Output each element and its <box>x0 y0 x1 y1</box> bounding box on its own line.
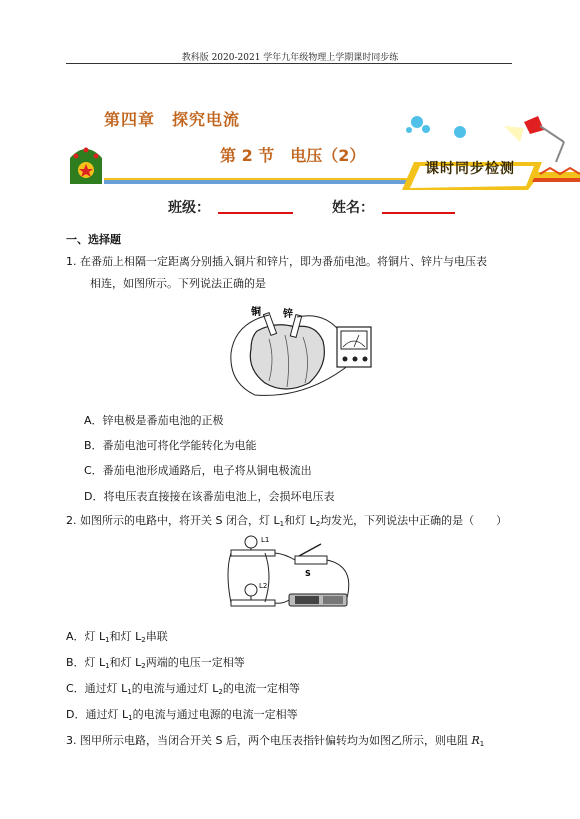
q1-line2: 相连，如图所示。下列说法正确的是 <box>90 277 266 290</box>
q2-option-a[interactable]: A．灯 $L_1$和灯 $L_2$串联 <box>66 630 168 644</box>
q3-number: 3. <box>66 734 77 747</box>
q1-number: 1. <box>66 255 77 268</box>
circuit-figure <box>225 532 357 617</box>
name-label: 姓名： <box>332 200 374 216</box>
class-label: 班级： <box>168 200 210 216</box>
voltmeter-icon <box>337 327 371 367</box>
q1-line1: 在番茄上相隔一定距离分别插入铜片和锌片，即为番茄电池。将铜片、锌片与电压表 <box>80 255 487 268</box>
name-blank[interactable] <box>382 212 455 214</box>
q1-option-b[interactable]: B．番茄电池可将化学能转化为电能 <box>84 439 257 452</box>
desk-lamp-icon <box>504 116 564 162</box>
q1-option-d[interactable]: D．将电压表直接接在该番茄电池上，会损坏电压表 <box>84 490 335 503</box>
q1-option-c[interactable]: C．番茄电池形成通路后，电子将从铜电极流出 <box>84 464 312 477</box>
zinc-label: 锌 <box>283 309 293 320</box>
chapter-title: 第四章 探究电流 <box>104 110 241 129</box>
part-title: 一、选择题 <box>66 233 121 246</box>
l2-label: L2 <box>259 582 268 590</box>
section-title: 第 2 节 电压（2） <box>220 146 366 165</box>
q2-option-d[interactable]: D．通过灯 $L_1$的电流与通过电源的电流一定相等 <box>66 708 298 722</box>
badge-label: 课时同步检测 <box>425 161 515 177</box>
q2-number: 2. <box>66 514 77 527</box>
q2-text: 如图所示的电路中，将开关 S 闭合，灯 $L_1$和灯 $L_2$均发光，下列说法中正确的是（ ） <box>80 514 508 528</box>
q2-option-c[interactable]: C．通过灯 $L_1$的电流与通过灯 $L_2$的电流一定相等 <box>66 682 300 696</box>
page-header: 教科版 2020-2021 学年九年级物理上学期课时同步练 <box>181 53 399 63</box>
switch-label: S <box>305 569 311 578</box>
bulb-l1-icon <box>245 536 257 550</box>
switch-icon <box>295 544 327 564</box>
header-rule <box>66 63 512 64</box>
q1-option-a[interactable]: A．锌电极是番茄电池的正极 <box>84 414 224 427</box>
battery-icon <box>289 594 347 606</box>
bulb-l2-icon <box>245 584 257 600</box>
tomato-battery-figure <box>225 303 375 398</box>
l1-label: L1 <box>261 536 270 544</box>
copper-label: 铜 <box>251 307 261 318</box>
flag-badge-icon <box>70 148 102 185</box>
q2-option-b[interactable]: B．灯 $L_1$和灯 $L_2$两端的电压一定相等 <box>66 656 245 670</box>
class-blank[interactable] <box>218 212 293 214</box>
q3-text: 图甲所示电路，当闭合开关 S 后，两个电压表指针偏转均为如图乙所示，则电阻 $R_1$ <box>80 734 485 748</box>
